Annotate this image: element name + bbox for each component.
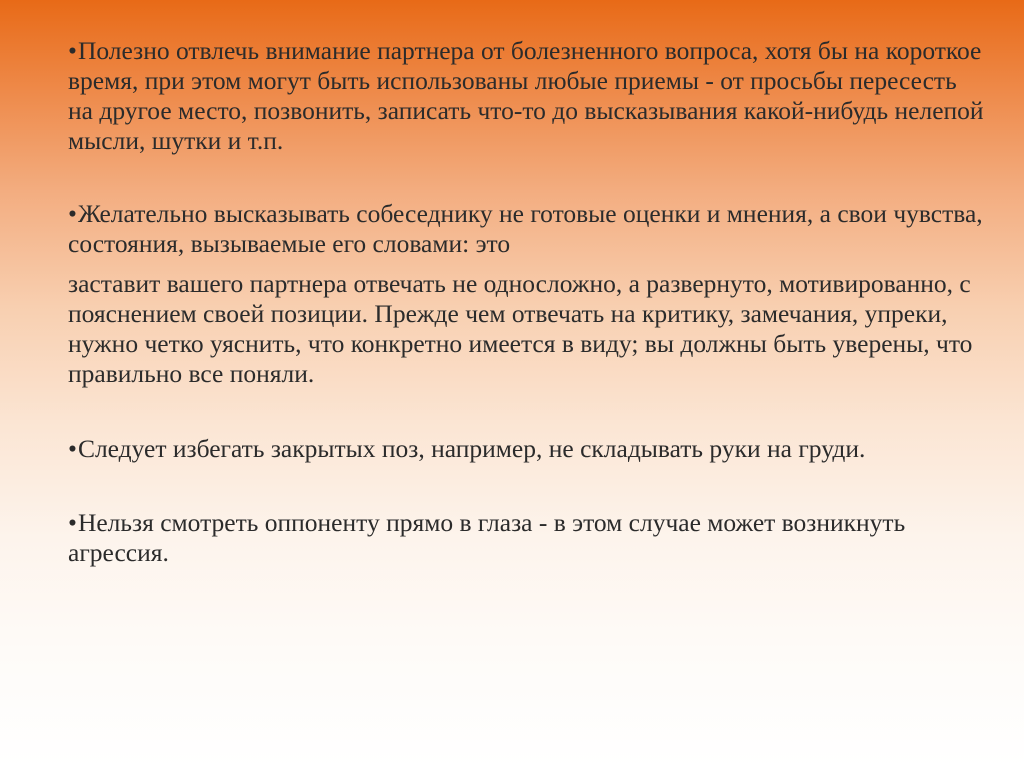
- bullet-icon: •: [68, 508, 77, 537]
- paragraph-express-feelings: [68, 199, 988, 259]
- paragraph-avoid-closed-poses: [68, 434, 988, 464]
- bullet-icon: •: [68, 434, 77, 463]
- paragraph-eye-contact: [68, 508, 988, 568]
- paragraph-text: Желательно высказывать собеседнику не готовые оценки и мнения, а свои чувства, состояния, вызываемые его словами: это: [68, 199, 983, 258]
- paragraph-express-feelings-continued: [68, 269, 988, 389]
- paragraph-text: заставит вашего партнера отвечать не односложно, а развернуто, мотивированно, с пояснением своей позиции. Прежде чем отвечать на критику, замечания, упреки, нужно четко уяснить, что конкретно имеется в виду; вы должны быть уверены, что правильно все поняли.: [68, 269, 973, 388]
- bullet-icon: •: [68, 199, 77, 228]
- slide-body-text: [68, 36, 988, 568]
- bullet-icon: •: [68, 36, 77, 65]
- paragraph-text: Полезно отвлечь внимание партнера от болезненного вопроса, хотя бы на короткое время, при этом могут быть использованы любые приемы - от просьбы пересесть на другое место, позвонить, записать что-то до высказывания какой-нибудь нелепой мысли, шутки и т.п.: [68, 36, 984, 155]
- paragraph-text: Следует избегать закрытых поз, например, не складывать руки на груди.: [77, 434, 866, 463]
- paragraph-distract-partner: [68, 36, 988, 156]
- paragraph-text: Нельзя смотреть оппоненту прямо в глаза - в этом случае может возникнуть агрессия.: [68, 508, 906, 567]
